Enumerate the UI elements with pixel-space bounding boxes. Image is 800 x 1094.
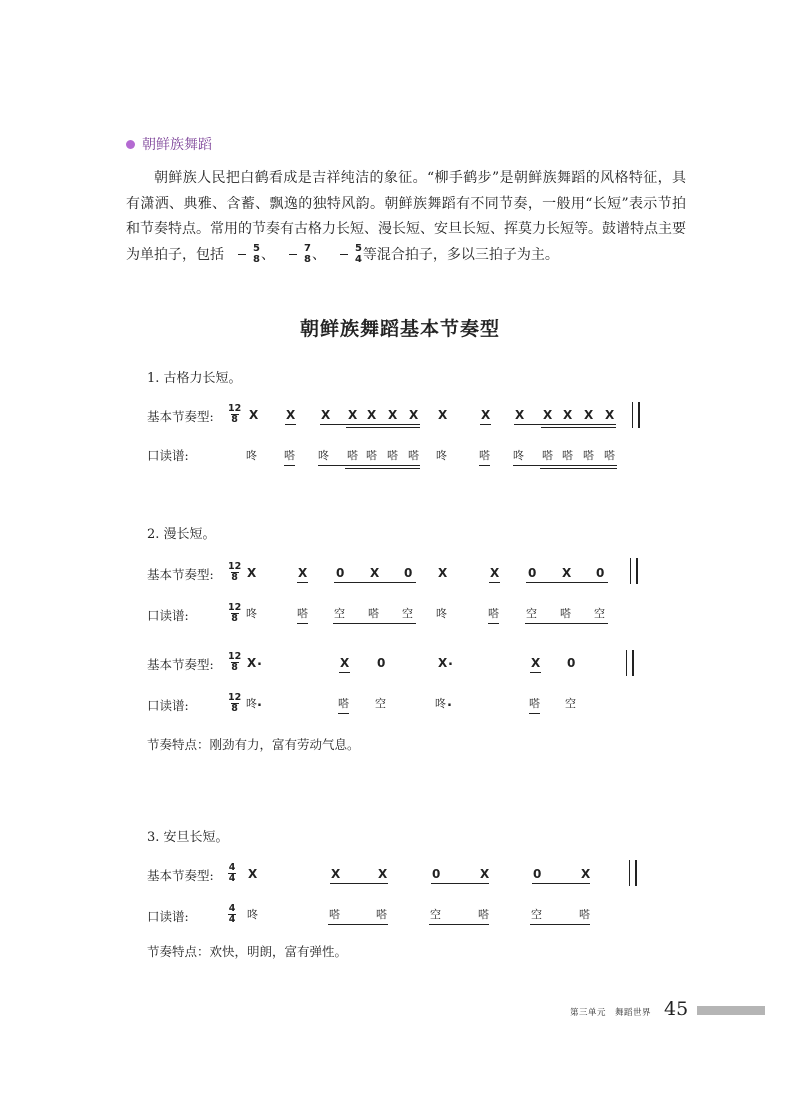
intro-line-3: 奏特点。常用的节奏有古格力长短、漫长短、安旦长短、挥莫力长短等。鼓谱特点主要为单拍 <box>126 221 686 263</box>
note-x: X <box>584 408 594 422</box>
syllable-dong: 咚 <box>247 908 258 921</box>
section-1-heading: 1. 古格力长短。 <box>147 371 242 386</box>
underline <box>431 883 489 884</box>
note-x: X <box>378 867 388 881</box>
syllable-ta: 嗒 <box>529 697 540 710</box>
intro-paragraph <box>126 166 686 268</box>
reading-label: 口读谱: <box>147 608 189 623</box>
syllable-ta: 嗒 <box>562 449 573 462</box>
note-zero: 0 <box>377 656 386 670</box>
section-2-feature: 节奏特点：刚劲有力，富有劳动气息。 <box>147 737 360 752</box>
note-x: X <box>581 867 591 881</box>
note-zero: 0 <box>567 656 576 670</box>
augmentation-dot: . <box>447 695 452 710</box>
note-x: X <box>321 408 331 422</box>
note-x: X <box>340 656 350 670</box>
reading-label: 口读谱: <box>147 698 189 713</box>
note-x: X <box>247 566 257 580</box>
underline <box>530 924 590 925</box>
augmentation-dot: . <box>257 695 262 710</box>
syllable-dong: 咚 <box>435 697 446 710</box>
underline <box>480 424 491 425</box>
note-x: X <box>543 408 553 422</box>
intro-line-4a: 子，包括 <box>168 246 224 263</box>
time-signature: 12 8 <box>228 602 242 625</box>
final-barline <box>632 402 640 428</box>
underline <box>320 424 420 425</box>
note-x: X <box>248 867 258 881</box>
underline <box>339 672 350 673</box>
syllable-ta: 嗒 <box>376 908 387 921</box>
note-x: X <box>286 408 296 422</box>
underline <box>530 672 541 673</box>
syllable-kong: 空 <box>402 607 413 620</box>
intro-line-1: 朝鲜族人民把白鹤看成是吉祥纯洁的象征。“柳手鹤步”是朝鲜族舞蹈的风格特征，具有 <box>126 170 686 212</box>
underline <box>297 582 308 583</box>
syllable-ta: 嗒 <box>338 697 349 710</box>
intro-separator: 、 <box>311 246 326 263</box>
reading-label: 口读谱: <box>147 448 189 463</box>
underline <box>346 427 420 428</box>
underline <box>526 582 608 583</box>
note-x: X <box>438 656 448 670</box>
time-signature: 4 4 <box>228 903 236 926</box>
syllable-kong: 空 <box>526 607 537 620</box>
underline <box>513 465 617 466</box>
section-heading-text: 朝鲜族舞蹈 <box>142 137 212 153</box>
section-heading <box>126 134 212 154</box>
note-x: X <box>367 408 377 422</box>
syllable-dong: 咚 <box>318 449 329 462</box>
note-zero: 0 <box>528 566 537 580</box>
underline <box>479 465 490 466</box>
syllable-ta: 嗒 <box>366 449 377 462</box>
syllable-dong: 咚 <box>246 449 257 462</box>
section-3-heading: 3. 安旦长短。 <box>147 830 229 845</box>
footer-bar <box>697 1006 765 1015</box>
underline <box>345 468 420 469</box>
underline <box>284 465 295 466</box>
syllable-ta: 嗒 <box>488 607 499 620</box>
underline <box>532 883 590 884</box>
underline <box>525 623 608 624</box>
underline <box>334 582 416 583</box>
underline <box>338 713 349 714</box>
note-x: X <box>298 566 308 580</box>
time-signature: 12 8 <box>228 403 242 426</box>
note-x: X <box>490 566 500 580</box>
final-barline <box>630 558 638 584</box>
section-2-heading: 2. 漫长短。 <box>147 527 216 542</box>
underline <box>285 424 296 425</box>
note-x: X <box>370 566 380 580</box>
time-signature: 12 8 <box>228 692 242 715</box>
syllable-dong: 咚 <box>513 449 524 462</box>
syllable-ta: 嗒 <box>284 449 295 462</box>
syllable-ta: 嗒 <box>347 449 358 462</box>
note-x: X <box>563 408 573 422</box>
underline <box>488 623 499 624</box>
intro-line-4b: 等混合拍子，多以三拍子为主。 <box>362 246 559 263</box>
page-title: 朝鲜族舞蹈基本节奏型 <box>299 318 500 340</box>
note-zero: 0 <box>336 566 345 580</box>
syllable-ta: 嗒 <box>297 607 308 620</box>
section-3-feature: 节奏特点：欢快，明朗，富有弹性。 <box>147 944 348 959</box>
syllable-kong: 空 <box>531 908 542 921</box>
note-x: X <box>562 566 572 580</box>
underline <box>318 465 420 466</box>
underline <box>333 623 416 624</box>
underline <box>297 623 308 624</box>
note-zero: 0 <box>596 566 605 580</box>
syllable-ta: 嗒 <box>329 908 340 921</box>
syllable-kong: 空 <box>334 607 345 620</box>
underline <box>514 424 616 425</box>
syllable-kong: 空 <box>594 607 605 620</box>
syllable-dong: 咚 <box>436 607 447 620</box>
meter-fraction: $\frac{7}{8}$ <box>276 244 311 265</box>
bullet-icon <box>126 140 135 149</box>
underline <box>489 582 500 583</box>
footer-unit: 第三单元 舞蹈世界 <box>570 1008 652 1018</box>
note-x: X <box>531 656 541 670</box>
time-signature: 12 8 <box>228 651 242 674</box>
note-x: X <box>438 408 448 422</box>
syllable-dong: 咚 <box>246 607 257 620</box>
syllable-dong: 咚 <box>436 449 447 462</box>
note-x: X <box>438 566 448 580</box>
syllable-kong: 空 <box>430 908 441 921</box>
underline <box>540 468 617 469</box>
syllable-ta: 嗒 <box>583 449 594 462</box>
syllable-ta: 嗒 <box>387 449 398 462</box>
time-signature: 4 4 <box>228 862 236 885</box>
note-x: X <box>605 408 615 422</box>
underline <box>429 924 489 925</box>
syllable-ta: 嗒 <box>604 449 615 462</box>
note-x: X <box>481 408 491 422</box>
pattern-label: 基本节奏型: <box>147 567 214 582</box>
underline <box>328 924 388 925</box>
final-barline <box>626 650 634 676</box>
note-x: X <box>388 408 398 422</box>
meter-fraction: $\frac{5}{8}$ <box>225 244 260 265</box>
pattern-label: 基本节奏型: <box>147 657 214 672</box>
time-signature: 12 8 <box>228 561 242 584</box>
syllable-kong: 空 <box>565 697 576 710</box>
meter-fraction: $\frac{5}{4}$ <box>327 244 362 265</box>
intro-line-2: 潇洒、典雅、含蓄、飘逸的独特风韵。朝鲜族舞蹈有不同节奏，一般用“长短”表示节拍和节 <box>126 195 687 237</box>
note-x: X <box>409 408 419 422</box>
syllable-kong: 空 <box>375 697 386 710</box>
syllable-ta: 嗒 <box>542 449 553 462</box>
syllable-dong: 咚 <box>246 697 257 710</box>
underline <box>330 883 388 884</box>
syllable-ta: 嗒 <box>408 449 419 462</box>
augmentation-dot: . <box>257 654 262 669</box>
note-x: X <box>331 867 341 881</box>
note-zero: 0 <box>404 566 413 580</box>
reading-label: 口读谱: <box>147 909 189 924</box>
pattern-label: 基本节奏型: <box>147 868 214 883</box>
page-number: 45 <box>664 998 689 1020</box>
note-x: X <box>480 867 490 881</box>
syllable-ta: 嗒 <box>478 908 489 921</box>
underline <box>529 713 540 714</box>
syllable-ta: 嗒 <box>579 908 590 921</box>
underline <box>541 427 616 428</box>
note-x: X <box>515 408 525 422</box>
intro-separator: 、 <box>260 246 275 263</box>
note-zero: 0 <box>432 867 441 881</box>
final-barline <box>629 860 637 886</box>
augmentation-dot: . <box>448 654 453 669</box>
syllable-ta: 嗒 <box>368 607 379 620</box>
syllable-ta: 嗒 <box>479 449 490 462</box>
note-x: X <box>249 408 259 422</box>
note-x: X <box>348 408 358 422</box>
syllable-ta: 嗒 <box>560 607 571 620</box>
pattern-label: 基本节奏型: <box>147 409 214 424</box>
note-zero: 0 <box>533 867 542 881</box>
note-x: X <box>247 656 257 670</box>
